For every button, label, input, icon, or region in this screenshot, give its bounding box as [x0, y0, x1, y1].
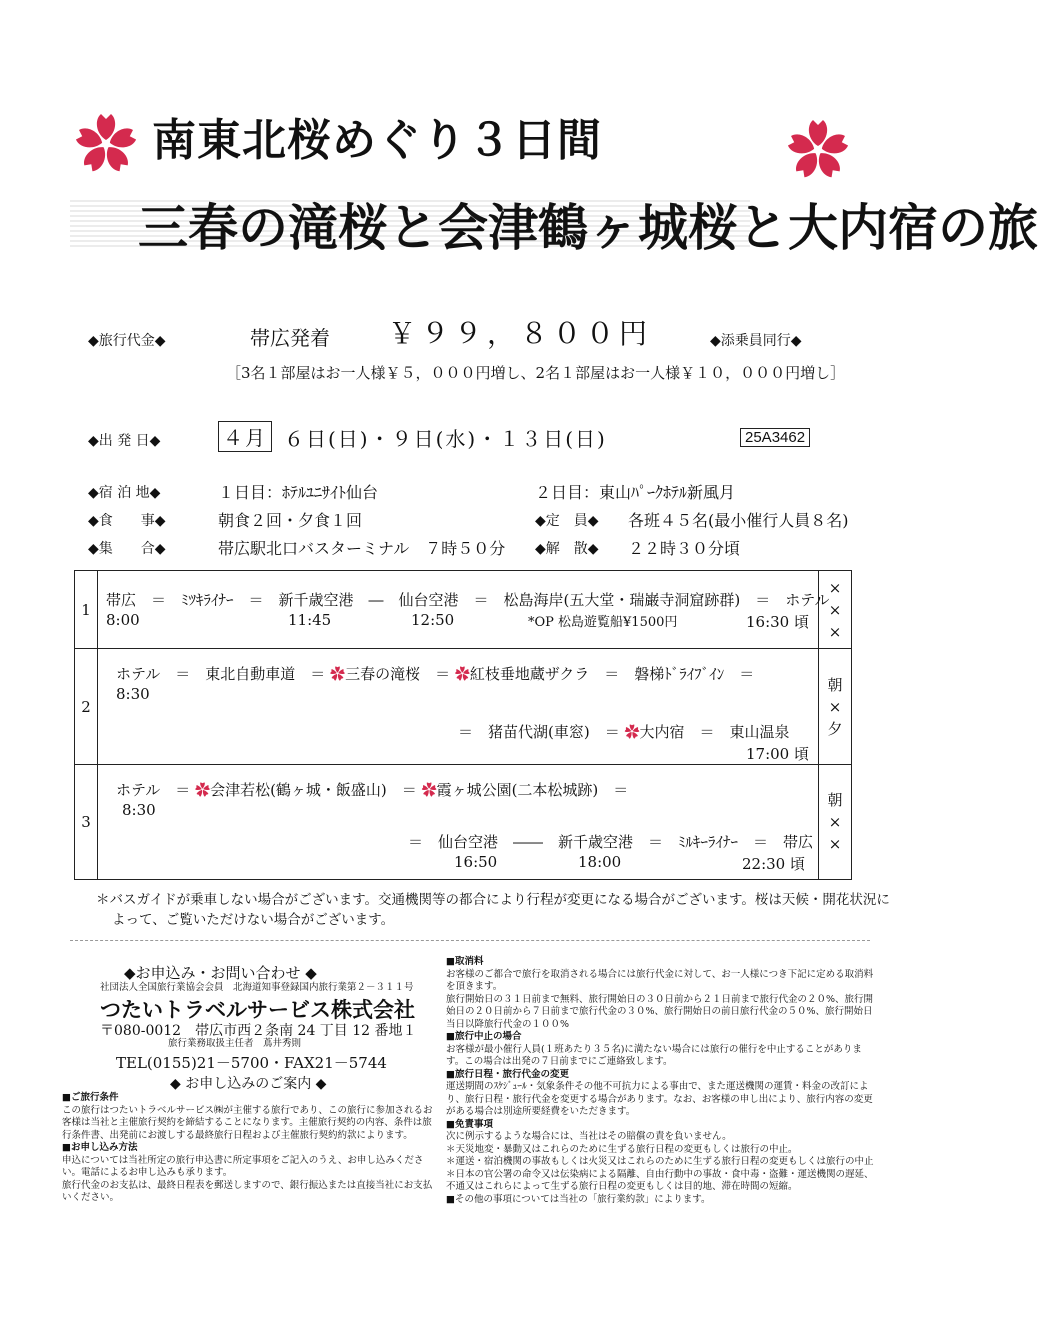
terms-heading: ■免責事項 — [446, 1118, 493, 1130]
day-route — [98, 571, 830, 649]
route-line-1 — [116, 779, 628, 800]
route-segment: ＝ 猪苗代湖(車窓) ＝ — [458, 723, 620, 741]
day-route — [98, 765, 819, 880]
terms-right — [446, 956, 876, 1206]
departure-days: ６日(日)・９日(水)・１３日(日) — [284, 427, 607, 451]
price-surcharge-note: ［3名１部屋はお一人様￥５，０００円増し、2名１部屋はお一人様￥１０，０００円増し］ — [226, 364, 846, 382]
day-number: 1 — [75, 571, 98, 649]
title-line-1: 南東北桜めぐり３日間 — [152, 115, 602, 166]
route-segment: 霞ヶ城公園(二本松城跡) ＝ — [436, 781, 629, 799]
terms-paragraph: ＊運送・宿泊機関の事故もしくは火災又はこれらのために生ずる旅行日程の変更もしくは旅行の中止 — [446, 1156, 874, 1167]
terms-paragraph: ＊日本の官公署の命令又は伝染病による隔離、自由行動中の事故・食中毒・盗難・運送機関の遅延、不通又はこれらによって生ずる旅行日程の変更もしくは目的地、滞在時間の短縮。 — [446, 1168, 874, 1192]
time-sendai: 12:50 — [411, 611, 455, 629]
meal-lunch: × — [828, 813, 842, 831]
association-membership: 社団法人全国旅行業協会会員 北海道知事登録国内旅行業第２－３１１号 — [100, 982, 414, 993]
terms-paragraph: お客様が最小催行人員(１班あたり３５名)に満たない場合には旅行の催行を中止することがあります。この場合は出発の７日前までにご連絡致します。 — [446, 1043, 862, 1067]
terms-paragraph: ■その他の事項については当社の「旅行業約款」によります。 — [446, 1193, 711, 1205]
terms-heading: ■お申し込み方法 — [62, 1142, 138, 1153]
meal-breakfast: 朝 — [827, 791, 843, 809]
tour-code: 25A3462 — [740, 428, 810, 447]
day-number: 2 — [75, 649, 98, 765]
meals-value: 朝食２回・夕食１回 — [218, 511, 363, 530]
terms-heading: ■取消料 — [446, 956, 484, 967]
terms-heading: ■ご旅行条件 — [62, 1092, 119, 1103]
dismiss-value: ２２時３０分頃 — [628, 539, 741, 558]
company-name: つたいトラベルサービス株式会社 — [100, 997, 415, 1022]
time-hotel: 16:30 頃 — [746, 613, 809, 631]
route-segment: ホテル ＝ — [116, 781, 191, 799]
sakura-icon: ✿ — [330, 665, 346, 683]
meal-lunch: × — [828, 600, 842, 619]
itinerary-table — [74, 570, 852, 880]
departure-month: ４月 — [218, 421, 272, 452]
company-address: 〒080-0012 帯広市西２条南 24 丁目 12 番地１ — [100, 1023, 417, 1039]
company-phone-fax: TEL(0155)21－5700・FAX21－5744 — [116, 1054, 387, 1072]
terms-paragraph: お客様のご都合で旅行を取消される場合には旅行代金に対して、お一人様につき下記に定める取消料を頂きます。 — [446, 968, 874, 992]
dismiss-label: ◆解 散◆ — [535, 541, 599, 557]
lodging-day1: １日目：ﾎﾃﾙﾕﾆｻｲﾄ仙台 — [218, 483, 379, 502]
meal-breakfast: 朝 — [827, 675, 843, 694]
route-line: 帯広 ＝ ﾐﾂｷﾗｲﾅｰ ＝ 新千歳空港 ― 仙台空港 ＝ 松島海岸(五大堂・瑞巌寺洞窟跡群) ＝ ホテル — [106, 591, 830, 609]
meal-breakfast: × — [828, 578, 842, 597]
meals-label: ◆食 事◆ — [88, 513, 166, 529]
price-label: ◆旅行代金◆ — [88, 333, 166, 349]
time-depart: 8:30 — [122, 801, 156, 819]
terms-paragraph: 旅行開始日の３１日前まで無料、旅行開始日の３０日前から２１日前まで旅行代金の２０%、旅行開始日の２０日前から７日前まで旅行代金の３０%、旅行開始日の前日旅行代金の５０%、旅行開始日当日以降旅行代金の１００% — [446, 993, 874, 1030]
departure-label: ◆出 発 日◆ — [88, 433, 161, 449]
time-new-chitose: 18:00 — [578, 853, 622, 871]
sakura-flower-icon-left — [74, 112, 138, 176]
meal-dinner: × — [828, 835, 842, 853]
meal-dinner: 夕 — [827, 719, 843, 738]
day-number: 3 — [75, 765, 98, 880]
application-guide-heading: ◆ お申し込みのご案内 ◆ — [170, 1076, 327, 1092]
terms-left — [62, 1092, 438, 1205]
meeting-label: ◆集 合◆ — [88, 541, 166, 557]
route-line-1 — [116, 663, 754, 684]
meal-column — [819, 765, 852, 880]
route-segment: 大内宿 ＝ 東山温泉 — [639, 723, 790, 741]
time-depart: 8:00 — [106, 611, 140, 629]
time-arrive: 17:00 頃 — [746, 745, 809, 763]
sakura-icon: ✿ — [454, 665, 470, 683]
price-amount: ￥９９，８００円 — [388, 317, 653, 350]
terms-paragraph: 運送期間のｽｹｼﾞｭｰﾙ・気象条件その他不可抗力による事由で、また運送機関の運賃・料金の改訂により、旅行日程・旅行代金を変更する場合があります。なお、お客様の申し出により、旅行内容の変更がある場合は別途所要経費をいただきます。 — [446, 1081, 873, 1117]
meal-column — [819, 649, 852, 765]
route-line-2: ＝ 仙台空港 ―― 新千歳空港 ＝ ﾐﾙｷｰﾗｲﾅｰ ＝ 帯広 — [408, 833, 814, 851]
terms-heading: ■旅行日程・旅行代金の変更 — [446, 1068, 569, 1080]
terms-paragraph: 旅行代金のお支払は、最終日程表を郵送しますので、銀行振込または直接当社にお支払いください。 — [62, 1179, 433, 1203]
terms-heading: ■旅行中止の場合 — [446, 1031, 522, 1042]
title-line-2: 三春の滝桜と会津鶴ヶ城桜と大内宿の旅 — [138, 199, 1038, 257]
lodging-day2: ２日目：東山ﾊﾟｰｸﾎﾃﾙ新風月 — [535, 483, 736, 502]
escort-label: ◆添乗員同行◆ — [710, 333, 802, 349]
travel-manager: 旅行業務取扱主任者 蔦井秀則 — [168, 1038, 302, 1049]
notice-line-2: よって、ご覧いただけない場合がございます。 — [112, 912, 395, 928]
optional-cruise: *OP 松島遊覧船¥1500円 — [528, 615, 678, 630]
route-segment: ホテル ＝ 東北自動車道 ＝ — [116, 665, 326, 683]
terms-paragraph: 申込については当社所定の旅行申込書に所定事項をご記入のうえ、お申し込みください。電話によるお申し込みも承ります。 — [62, 1154, 424, 1178]
capacity-label: ◆定 員◆ — [535, 513, 599, 529]
itinerary-day-2 — [75, 649, 852, 765]
lodging-label: ◆宿 泊 地◆ — [88, 485, 161, 501]
meal-lunch: × — [828, 697, 842, 716]
terms-paragraph: 次に例示するような場合には、当社はその賠償の責を負いません。 — [446, 1131, 732, 1142]
time-depart: 8:30 — [116, 685, 150, 703]
time-obihiro: 22:30 頃 — [742, 855, 805, 873]
meeting-value: 帯広駅北口バスターミナル ７時５０分 — [218, 539, 506, 558]
route-segment: 紅枝垂地蔵ザクラ ＝ 磐梯ﾄﾞﾗｲﾌﾞｲﾝ ＝ — [469, 665, 755, 683]
notice-line-1: ＊バスガイドが乗車しない場合がございます。交通機関等の都合により行程が変更になる場合がございます。桜は天候・開花状況に — [96, 892, 890, 908]
time-new-chitose: 11:45 — [288, 611, 332, 629]
terms-paragraph: この旅行はつたいトラベルサービス㈱が主催する旅行であり、この旅行に参加されるお客様は当社と主催旅行契約を締結することになります。主催旅行契約の内容、条件は旅行条件書、出発前にお渡しする最終旅行日程および主催旅行契約約款によります。 — [62, 1104, 433, 1141]
divider — [70, 940, 870, 941]
route-segment: 三春の滝桜 ＝ — [345, 665, 451, 683]
terms-paragraph: ＊天災地変・暴動又はこれらのために生ずる旅行日程の変更もしくは旅行の中止。 — [446, 1143, 798, 1155]
day-route — [98, 649, 819, 765]
route-line-2 — [458, 721, 790, 742]
meal-dinner: × — [828, 622, 842, 641]
sakura-icon: ✿ — [195, 781, 211, 799]
time-sendai: 16:50 — [454, 853, 498, 871]
contact-heading: ◆お申込み・お問い合わせ ◆ — [124, 964, 317, 982]
route-segment: 会津若松(鶴ヶ城・飯盛山) ＝ — [210, 781, 417, 799]
itinerary-day-1 — [75, 571, 852, 649]
departure-city: 帯広発着 — [250, 326, 330, 350]
sakura-icon: ✿ — [624, 723, 640, 741]
sakura-icon: ✿ — [421, 781, 437, 799]
sakura-flower-icon-right — [786, 118, 850, 182]
capacity-value: 各班４５名(最小催行人員８名) — [628, 511, 849, 530]
itinerary-day-3 — [75, 765, 852, 880]
